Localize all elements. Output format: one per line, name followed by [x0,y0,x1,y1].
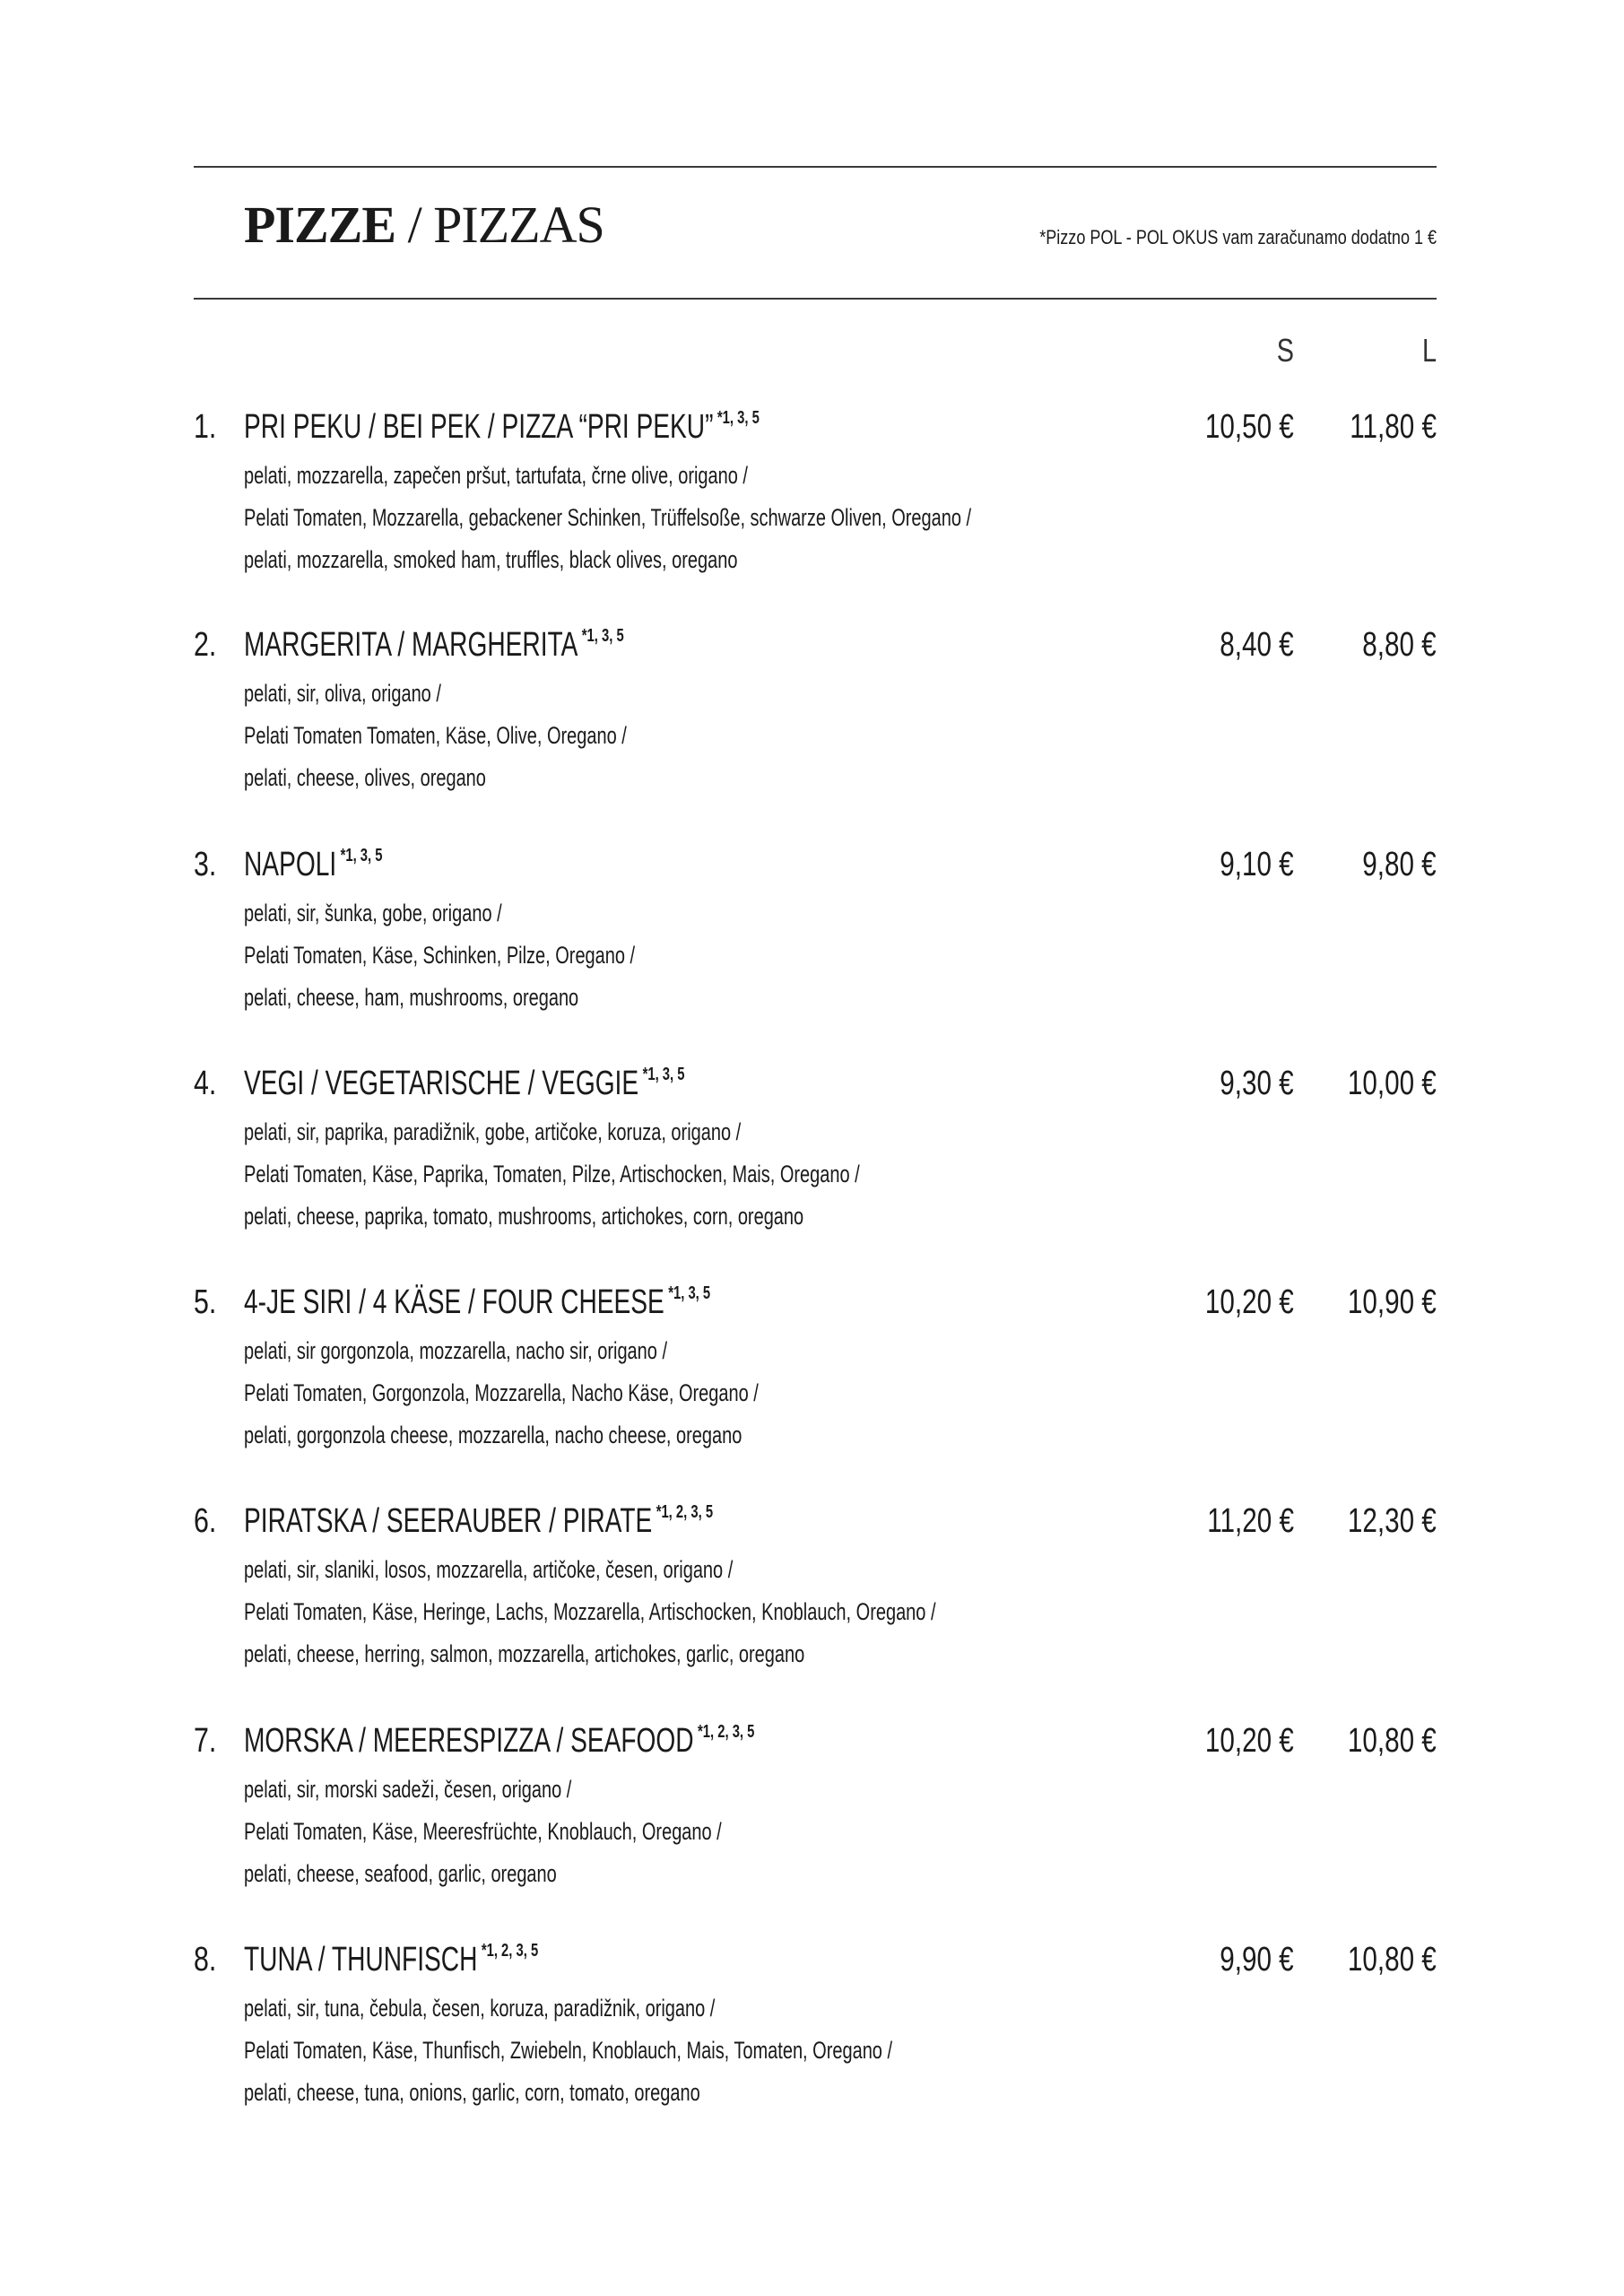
item-number: 3. [194,846,217,883]
top-divider [194,166,1437,168]
item-name: MORSKA / MEERESPIZZA / SEAFOOD [244,1722,694,1760]
desc-german: Pelati Tomaten Tomaten, Käse, Olive, Oregano / [244,722,627,749]
item-allergens: *1, 3, 5 [716,408,760,428]
menu-item [194,626,1437,805]
desc-german: Pelati Tomaten, Käse, Schinken, Pilze, Oregano / [244,942,636,969]
item-number: 8. [194,1941,217,1979]
item-number: 4. [194,1065,217,1102]
item-number: 5. [194,1283,217,1321]
desc-slovenian: pelati, sir, oliva, origano / [244,680,441,707]
page-title [244,196,604,254]
desc-slovenian: pelati, sir, tuna, čebula, česen, koruza, paradižnik, origano / [244,1995,716,2022]
desc-german: Pelati Tomaten, Käse, Thunfisch, Zwiebeln, Knoblauch, Mais, Tomaten, Oregano / [244,2037,893,2064]
desc-slovenian: pelati, sir gorgonzola, mozzarella, nacho sir, origano / [244,1337,668,1364]
item-name-line [244,846,382,884]
menu-item [194,1722,1437,1901]
item-name: PRI PEKU / BEI PEK / PIZZA “PRI PEKU” [244,408,714,446]
desc-slovenian: pelati, sir, paprika, paradižnik, gobe, artičoke, koruza, origano / [244,1118,742,1145]
price-large: 10,90 € [1348,1283,1437,1321]
item-allergens: *1, 3, 5 [340,846,383,865]
item-name-line [244,1941,538,1979]
desc-english: pelati, mozzarella, smoked ham, truffles, black olives, oregano [244,546,738,573]
menu-item [194,408,1437,587]
price-small: 9,30 € [1220,1065,1294,1102]
desc-english: pelati, cheese, herring, salmon, mozzarella, artichokes, garlic, oregano [244,1640,805,1667]
item-name: TUNA / THUNFISCH [244,1941,478,1979]
price-large: 8,80 € [1362,626,1437,664]
desc-slovenian: pelati, sir, slaniki, losos, mozzarella, artičoke, česen, origano / [244,1556,734,1583]
price-small: 10,20 € [1205,1722,1294,1760]
menu-item [194,1065,1437,1244]
desc-slovenian: pelati, sir, morski sadeži, česen, origano / [244,1776,572,1803]
price-large: 9,80 € [1362,846,1437,883]
menu-item [194,1283,1437,1463]
item-allergens: *1, 2, 3, 5 [481,1941,539,1961]
item-description [244,1111,860,1238]
menu-item [194,846,1437,1025]
item-allergens: *1, 2, 3, 5 [656,1502,714,1522]
desc-slovenian: pelati, mozzarella, zapečen pršut, tartufata, črne olive, origano / [244,462,748,489]
menu-item [194,1502,1437,1682]
desc-german: Pelati Tomaten, Gorgonzola, Mozzarella, Nacho Käse, Oregano / [244,1379,759,1406]
desc-slovenian: pelati, sir, šunka, gobe, origano / [244,900,502,926]
item-description [244,455,971,581]
desc-english: pelati, cheese, tuna, onions, garlic, corn, tomato, oregano [244,2079,700,2106]
item-description [244,892,635,1019]
item-description [244,673,627,799]
desc-german: Pelati Tomaten, Mozzarella, gebackener Schinken, Trüffelsoße, schwarze Oliven, Oregano / [244,504,972,531]
title-rest: / PIZZAS [395,196,604,254]
desc-english: pelati, cheese, olives, oregano [244,764,486,791]
item-description [244,1330,759,1457]
item-number: 1. [194,408,217,446]
item-allergens: *1, 3, 5 [642,1065,685,1084]
price-small: 8,40 € [1220,626,1294,664]
item-name-line [244,408,760,447]
item-name-line [244,626,624,665]
header-divider [194,298,1437,300]
price-small: 9,10 € [1220,846,1294,883]
item-description [244,1549,936,1675]
item-number: 7. [194,1722,217,1760]
title-bold: PIZZE [244,196,396,254]
price-large: 11,80 € [1350,408,1437,446]
item-name-line [244,1065,684,1103]
item-number: 2. [194,626,217,664]
desc-english: pelati, cheese, seafood, garlic, oregano [244,1860,557,1887]
item-name: VEGI / VEGETARISCHE / VEGGIE [244,1065,639,1102]
item-allergens: *1, 3, 5 [581,626,624,646]
desc-german: Pelati Tomaten, Käse, Meeresfrüchte, Knoblauch, Oregano / [244,1818,722,1845]
price-large: 10,80 € [1348,1722,1437,1760]
price-small: 10,20 € [1205,1283,1294,1321]
item-description [244,1987,892,2114]
item-name-line [244,1722,754,1761]
item-allergens: *1, 2, 3, 5 [698,1722,755,1742]
price-small: 11,20 € [1207,1502,1294,1540]
size-header-large: L [1421,332,1437,369]
price-large: 10,00 € [1348,1065,1437,1102]
desc-english: pelati, gorgonzola cheese, mozzarella, nacho cheese, oregano [244,1422,743,1448]
size-header-small: S [1276,332,1294,369]
price-small: 10,50 € [1205,408,1294,446]
item-name: 4-JE SIRI / 4 KÄSE / FOUR CHEESE [244,1283,664,1321]
item-name-line [244,1283,710,1322]
item-description [244,1769,722,1895]
item-number: 6. [194,1502,217,1540]
price-large: 10,80 € [1348,1941,1437,1979]
desc-german: Pelati Tomaten, Käse, Paprika, Tomaten, Pilze, Artischocken, Mais, Oregano / [244,1161,860,1187]
item-name: PIRATSKA / SEERAUBER / PIRATE [244,1502,653,1540]
desc-english: pelati, cheese, ham, mushrooms, oregano [244,984,579,1011]
price-small: 9,90 € [1220,1941,1294,1979]
item-name-line [244,1502,713,1541]
item-name: MARGERITA / MARGHERITA [244,626,578,664]
desc-german: Pelati Tomaten, Käse, Heringe, Lachs, Mozzarella, Artischocken, Knoblauch, Oregano / [244,1598,936,1625]
surcharge-note: *Pizzo POL - POL OKUS vam zaračunamo dodatno 1 € [1039,226,1437,248]
item-allergens: *1, 3, 5 [668,1283,711,1303]
price-large: 12,30 € [1348,1502,1437,1540]
item-name: NAPOLI [244,846,337,883]
desc-english: pelati, cheese, paprika, tomato, mushrooms, artichokes, corn, oregano [244,1203,804,1230]
menu-item [194,1941,1437,2120]
